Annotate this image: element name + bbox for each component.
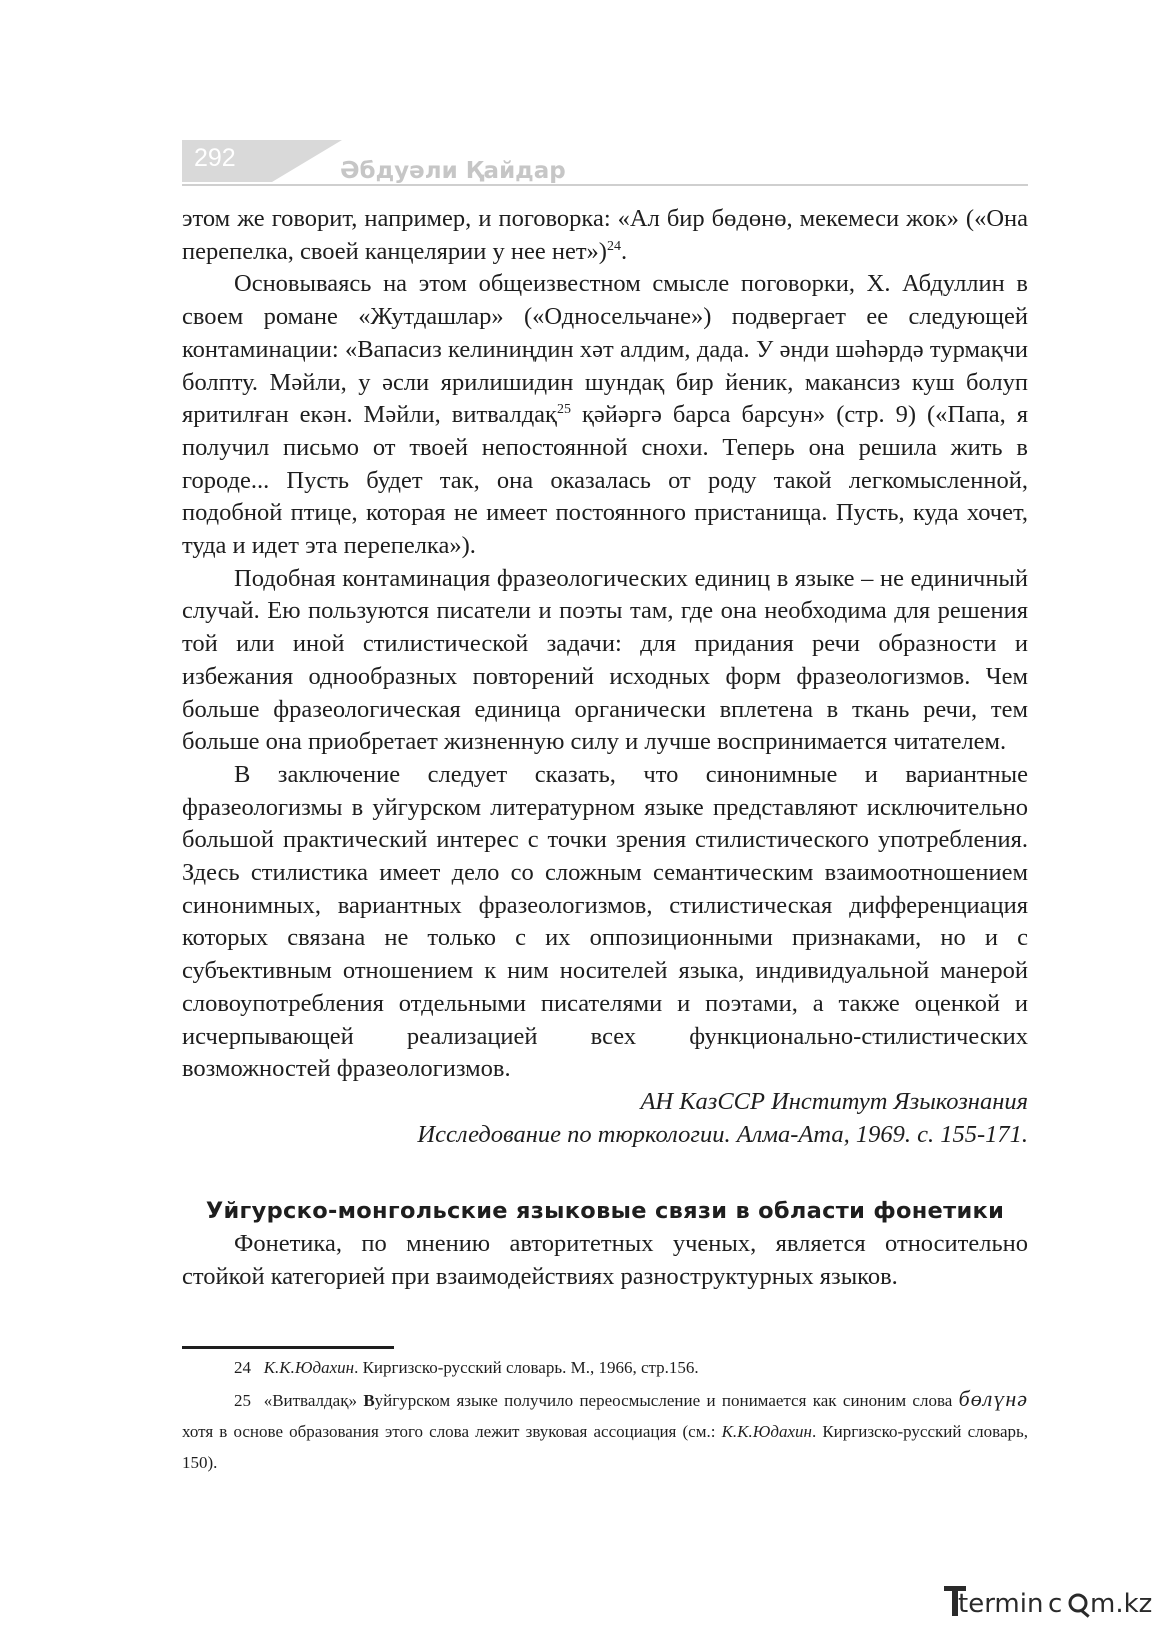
source-line-2: Исследование по тюркологии. Алма-Ата, 1969. с. 155-171.	[417, 1120, 1028, 1148]
body-text	[182, 203, 1028, 1294]
paragraph-2: Основываясь на этом общеизвестном смысле поговорки, Х. Абдуллин в своем романе «Жутдашлар» («Односельчане») подвергает ее следующей контаминации: «Вапасиз келиниңдин хәт алдим, дада. У әнди шәһәрдә турмақчи болпту. Мәйли, у әсли ярилишидин шундақ бир йеник, макансиз куш болуп яритилған екән. Мәйли, витвалдақ$^{25}$ қәйәргә барса барсун» (стр. 9) («Папа, я получил письмо от твоей непостоянной снохи. Теперь она решила жить в городе... Пусть будет так, она оказалась от роду такой легкомысленной, подобной птице, которая не имеет постоянного пристанища. Пусть, куда хочет, туда и идет эта перепелка»).	[182, 270, 1028, 560]
header-rule	[182, 184, 1028, 186]
watermark-o-icon	[1070, 1595, 1086, 1611]
paragraph-4: В заключение следует сказать, что синонимные и вариантные фразеологизмы в уйгурском литературном языке представляют исключительно большой практический интерес с точки зрения стилистического употребления. Здесь стилистика имеет дело со сложным семантическим взаимоотношением синонимных, вариантных фразеологизмов, стилистическая дифференциация которых связана не только с их оппозиционными признаками, но и с субъективным отношением к ним носителей языка, индивидуальной манерой словоупотребления отдельными писателями и поэтами, а также оценкой и исчерпывающей реализацией всех функционально-стилистических возможностей фразеологизмов.	[182, 760, 1028, 1083]
section-title: Уйгурско-монгольские языковые связи в области фонетики	[205, 1198, 1005, 1225]
watermark-text-post: m.kz	[1090, 1589, 1153, 1619]
header-tab-wedge	[272, 140, 342, 182]
footnote-24: 24 К.К.Юдахин. Киргизско-русский словарь. М., 1966, стр.156.	[234, 1358, 699, 1377]
running-head: Әбдуәли Қайдар	[340, 158, 566, 184]
paragraph-3: Подобная контаминация фразеологических единиц в языке – не единичный случай. Ею пользуются писатели и поэты там, где она необходима для решения той или иной стилистической задачи: для придания речи образности и избежания однообразных повторений исходных форм фразеологизмов. Чем больше фразеологическая единица органически вплетена в ткань речи, тем больше она приобретает жизненную силу и лучше воспринимается читателем.	[182, 564, 1028, 756]
footnotes	[182, 1352, 1028, 1478]
footnote-ref-25[interactable]: 25	[556, 402, 571, 418]
footnote-ref-24[interactable]: 24	[606, 238, 621, 254]
watermark-text-c: c	[1048, 1589, 1063, 1619]
watermark-svg	[944, 1582, 1153, 1624]
watermark-text-pre: termin	[958, 1589, 1044, 1619]
source-line-1: АН КазССР Институт Языкознания	[640, 1087, 1028, 1115]
paragraph-1: этом же говорит, например, и поговорка: «Ал бир бөдөнө, мекемеси жок» («Она перепелка, своей канцелярии у нее нет»)$^{24}$.	[182, 205, 1028, 265]
termincom-watermark-logo	[944, 1582, 1153, 1624]
footnote-25: 25 «Витвалдақ» Вуйгурском языке получило переосмысление и понимается как синоним слова бөлүнә хотя в основе образования этого слова лежит звуковая ассоциация (см.: К.К.Юдахин. Киргизско-русский словарь, 150).	[182, 1386, 1028, 1472]
page-number: 292	[194, 144, 236, 172]
section-paragraph: Фонетика, по мнению авторитетных ученых, является относительно стойкой категорией при взаимодействиях разноструктурных языков.	[182, 1230, 1028, 1290]
footnote-rule	[182, 1346, 394, 1349]
